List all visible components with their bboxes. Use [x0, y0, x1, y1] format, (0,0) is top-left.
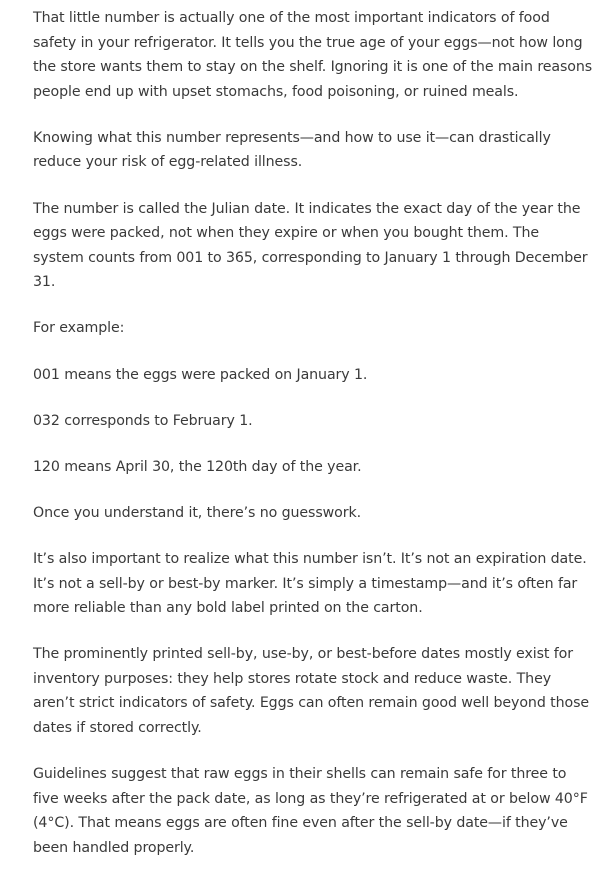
paragraph-example-heading: For example:: [33, 320, 125, 337]
paragraph-risk-reduction: Knowing what this number represents—and how to use it—can drastically reduce your risk of egg-related illness.: [33, 129, 551, 171]
article-body: [33, 6, 593, 882]
paragraph-no-guesswork: Once you understand it, there’s no guesswork.: [33, 504, 361, 521]
paragraph-julian-definition: The number is called the Julian date. It indicates the exact day of the year the eggs were packed, not when they expire or when you bought them. The system counts from 001 to 365, corresponding to January 1 through December 31.: [33, 200, 588, 291]
paragraph-not-expiration: It’s also important to realize what this number isn’t. It’s not an expiration date. It’s not a sell-by or best-by marker. It’s simply a timestamp—and it’s often far more reliable than any bold label printed on the carton.: [33, 550, 587, 617]
paragraph-example-120: 120 means April 30, the 120th day of the year.: [33, 458, 362, 475]
paragraph-example-032: 032 corresponds to February 1.: [33, 412, 253, 429]
paragraph-safety-guidelines: Guidelines suggest that raw eggs in their shells can remain safe for three to five weeks after the pack date, as long as they’re refrigerated at or below 40°F (4°C). That means eggs are often fine even after the sell-by date—if they’ve been handled properly.: [33, 766, 588, 856]
paragraph-example-001: 001 means the eggs were packed on January 1.: [33, 366, 368, 383]
paragraph-sell-by-dates: The prominently printed sell-by, use-by, or best-before dates mostly exist for inventory purposes: they help stores rotate stock and reduce waste. They aren’t strict indicators of safety. Eggs can often remain good well beyond those dates if stored correctly.: [33, 646, 589, 736]
paragraph-julian-intro: That little number is actually one of the most important indicators of food safety in your refrigerator. It tells you the true age of your eggs—not how long the store wants them to stay on the shelf. Ignoring it is one of the main reasons people end up with upset stomachs, food poisoning, or ruined meals.: [33, 10, 593, 100]
